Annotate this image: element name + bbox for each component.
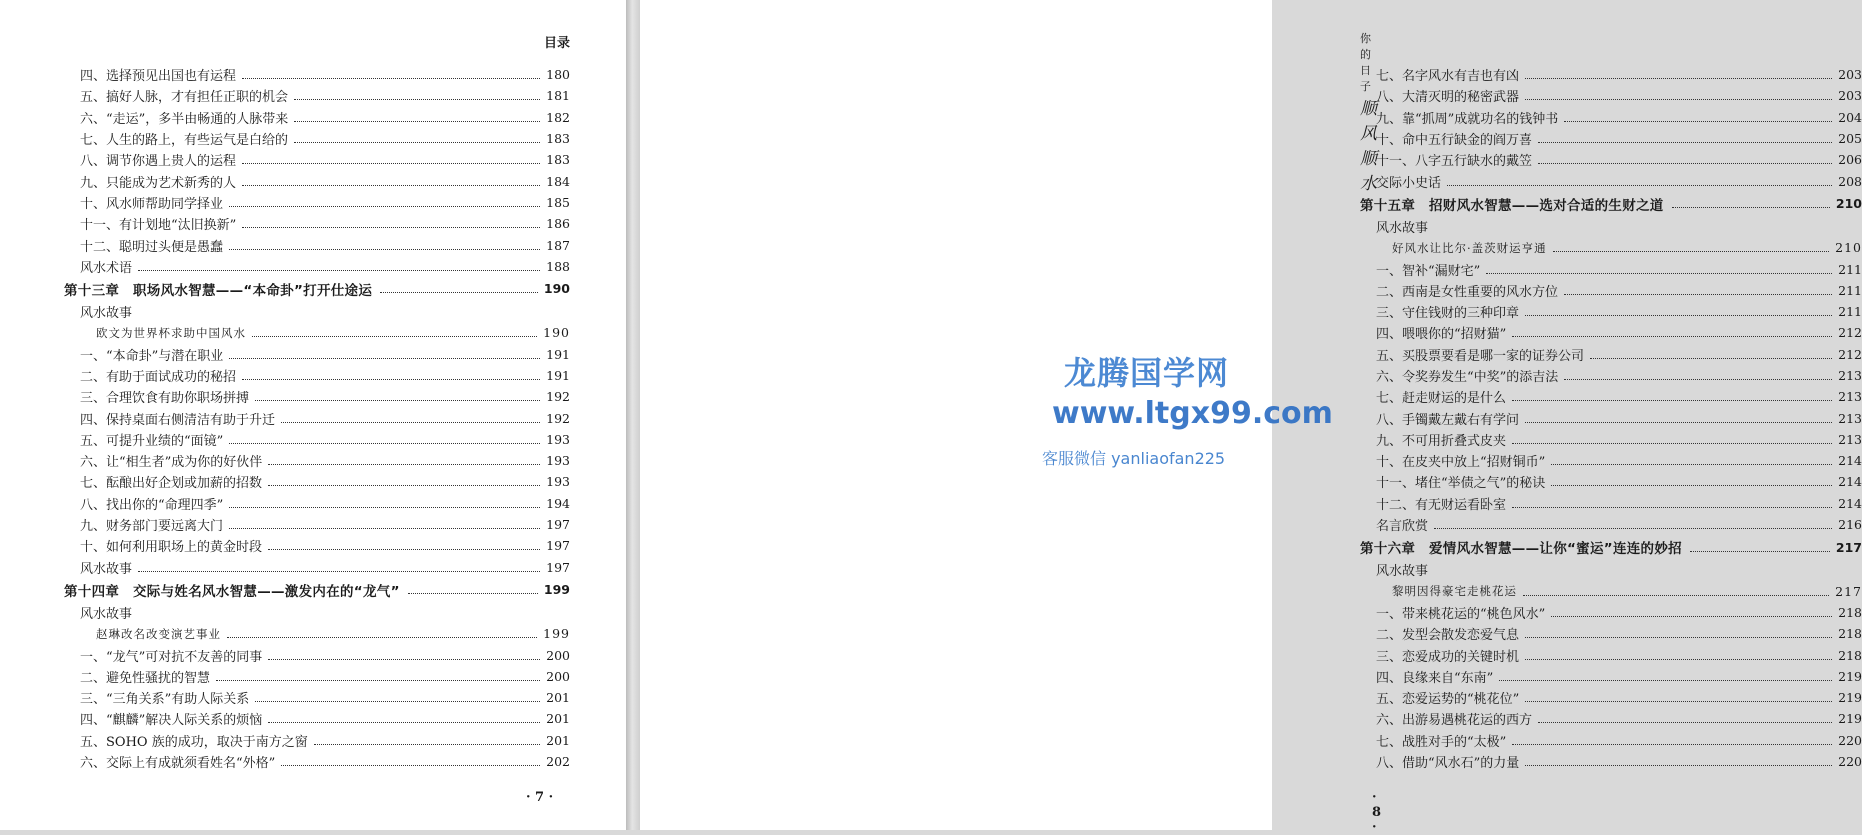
toc-entry-title: 七、战胜对手的“太极” <box>1376 734 1507 750</box>
toc-page-number: 202 <box>546 754 570 770</box>
toc-leader-dots <box>281 422 540 423</box>
toc-entry-row[interactable] <box>64 535 570 556</box>
toc-leader-dots <box>1525 315 1832 316</box>
toc-leader-dots <box>1525 78 1832 79</box>
toc-entry-title: 九、不可用折叠式皮夹 <box>1376 433 1507 449</box>
toc-entry-row[interactable] <box>64 365 570 386</box>
toc-entry-title: 九、财务部门要远离大门 <box>80 519 224 535</box>
toc-section-label[interactable] <box>64 602 570 623</box>
left-toc-list <box>64 64 570 772</box>
toc-page-number: 191 <box>546 346 570 362</box>
toc-page-number: 214 <box>1838 474 1862 490</box>
toc-entry-title: 赵琳改名改变演艺事业 <box>96 626 221 641</box>
toc-section-label[interactable] <box>1360 216 1862 237</box>
toc-entry-title: 十、命中五行缺金的阎万喜 <box>1376 133 1533 149</box>
toc-chapter-row[interactable] <box>64 578 570 602</box>
toc-entry-title: 十、在皮夹中放上“招财铜币” <box>1376 455 1546 471</box>
toc-page-number: 201 <box>546 711 570 727</box>
toc-page-number: 201 <box>546 732 570 748</box>
toc-page-number: 214 <box>1838 495 1862 511</box>
toc-page-number: 203 <box>1838 88 1862 104</box>
toc-entry-row[interactable] <box>1360 85 1862 106</box>
toc-page-number: 217 <box>1835 539 1862 555</box>
toc-page-number: 219 <box>1838 711 1862 727</box>
toc-entry-title: 七、赶走财运的是什么 <box>1376 391 1507 407</box>
toc-entry-title: 十一、有计划地“汰旧换新” <box>80 218 237 234</box>
toc-page-number: 186 <box>546 216 570 232</box>
toc-leader-dots <box>1672 207 1830 208</box>
toc-leader-dots <box>138 270 540 271</box>
toc-entry-title: 风水故事 <box>80 561 133 577</box>
toc-leader-dots <box>1512 443 1832 444</box>
toc-leader-dots <box>268 485 540 486</box>
toc-leader-dots <box>1512 507 1832 508</box>
toc-entry-row[interactable] <box>64 666 570 687</box>
toc-leader-dots <box>268 659 540 660</box>
toc-entry-title: 二、有助于面试成功的秘招 <box>80 370 237 385</box>
toc-page-number: 218 <box>1838 647 1862 663</box>
toc-page-number: 192 <box>546 389 570 405</box>
toc-page-number: 210 <box>1835 240 1862 256</box>
toc-story-row[interactable] <box>64 623 570 644</box>
toc-leader-dots <box>1512 744 1832 745</box>
toc-leader-dots <box>380 292 538 293</box>
toc-entry-title: 四、“麒麟”解决人际关系的烦恼 <box>80 713 263 729</box>
toc-leader-dots <box>1590 358 1832 359</box>
toc-leader-dots <box>1551 464 1832 465</box>
toc-leader-dots <box>294 142 540 143</box>
toc-page-number: 197 <box>546 517 570 533</box>
toc-entry-title: 九、靠“抓周”成就功名的钱钟书 <box>1376 111 1559 127</box>
toc-entry-row[interactable] <box>1360 644 1862 665</box>
toc-leader-dots <box>242 227 540 228</box>
toc-page-number: 193 <box>546 453 570 469</box>
toc-leader-dots <box>252 336 537 337</box>
toc-entry-row[interactable] <box>64 85 570 106</box>
toc-entry-row[interactable] <box>64 730 570 751</box>
toc-entry-title: 风水故事 <box>1376 564 1429 580</box>
toc-entry-row[interactable] <box>1360 666 1862 687</box>
toc-leader-dots <box>1538 163 1832 164</box>
toc-leader-dots <box>1434 528 1832 529</box>
left-page <box>0 0 626 830</box>
toc-page-number: 210 <box>1835 196 1862 212</box>
toc-story-row[interactable] <box>64 322 570 343</box>
toc-entry-title: 三、守住钱财的三种印章 <box>1376 306 1520 322</box>
toc-entry-title: 六、出游易遇桃花运的西方 <box>1376 713 1533 729</box>
toc-leader-dots <box>242 163 540 164</box>
toc-page-number: 191 <box>546 368 570 383</box>
toc-entry-row[interactable] <box>64 170 570 191</box>
toc-leader-dots <box>268 549 540 550</box>
toc-entry-row[interactable] <box>64 64 570 85</box>
toc-entry-row[interactable] <box>64 471 570 492</box>
toc-page-number: 183 <box>546 131 570 147</box>
toc-page-number: 206 <box>1838 152 1862 168</box>
toc-entry-row[interactable] <box>1360 708 1862 729</box>
toc-page-number: 183 <box>546 152 570 168</box>
toc-leader-dots <box>408 593 538 594</box>
toc-page-number: 220 <box>1838 754 1862 770</box>
toc-leader-dots <box>242 185 540 186</box>
toc-page-number: 190 <box>543 281 570 297</box>
toc-leader-dots <box>216 680 540 681</box>
toc-leader-dots <box>1551 485 1832 486</box>
toc-page-number: 197 <box>546 538 570 554</box>
toc-entry-title: 第十四章 交际与姓名风水智慧——激发内在的“龙气” <box>64 583 400 600</box>
toc-page-number: 181 <box>546 88 570 104</box>
toc-page-number: 200 <box>546 647 570 663</box>
toc-page-number: 190 <box>543 325 570 341</box>
toc-entry-row[interactable] <box>64 192 570 213</box>
toc-page-number: 200 <box>546 668 570 684</box>
toc-entry-title: 四、喂喂你的“招财猫” <box>1376 327 1507 343</box>
toc-section-label[interactable] <box>64 301 570 322</box>
toc-leader-dots <box>242 379 540 380</box>
toc-entry-title: 五、搞好人脉，才有担任正职的机会 <box>80 90 289 106</box>
right-toc-list <box>1360 64 1862 772</box>
toc-entry-title: 六、令奖券发生“中奖”的添吉法 <box>1376 370 1559 385</box>
toc-page-number: 218 <box>1838 604 1862 620</box>
toc-entry-title: 一、“本命卦”与潜在职业 <box>80 348 224 364</box>
toc-entry-row[interactable] <box>1360 407 1862 428</box>
toc-entry-row[interactable] <box>1360 344 1862 365</box>
toc-page-number: 211 <box>1838 304 1862 320</box>
toc-entry-title: 好风水让比尔·盖茨财运亨通 <box>1392 240 1547 255</box>
toc-entry-title: 六、“走运”，多半由畅通的人脉带来 <box>80 111 289 127</box>
toc-entry-row[interactable] <box>1360 280 1862 301</box>
toc-entry-title: 八、调节你遇上贵人的运程 <box>80 154 237 170</box>
toc-chapter-row[interactable] <box>64 277 570 301</box>
toc-page-number: 197 <box>546 559 570 575</box>
toc-leader-dots <box>1551 616 1832 617</box>
toc-entry-row[interactable] <box>64 149 570 170</box>
toc-page-number: 211 <box>1838 261 1862 277</box>
toc-entry-title: 七、酝酿出好企划或加薪的招数 <box>80 476 263 492</box>
toc-page-number: 184 <box>546 173 570 189</box>
toc-entry-row[interactable] <box>64 344 570 365</box>
toc-entry-row[interactable] <box>64 514 570 535</box>
toc-leader-dots <box>268 722 540 723</box>
toc-entry-title: 一、智补“漏财宅” <box>1376 263 1481 279</box>
toc-page-number: 218 <box>1838 626 1862 642</box>
toc-entry-title: 七、人生的路上，有些运气是白给的 <box>80 133 289 149</box>
toc-page-number: 214 <box>1838 453 1862 469</box>
toc-entry-title: 风水故事 <box>80 606 133 622</box>
toc-page-number: 203 <box>1838 67 1862 83</box>
toc-leader-dots <box>229 443 540 444</box>
toc-page-number: 199 <box>543 582 570 598</box>
toc-entry-title: 黎明因得豪宅走桃花运 <box>1392 584 1517 599</box>
toc-entry-row[interactable] <box>1360 301 1862 322</box>
toc-page-number: 193 <box>546 474 570 490</box>
toc-entry-title: 十二、聪明过头便是愚蠢 <box>80 239 224 255</box>
toc-leader-dots <box>1512 336 1832 337</box>
toc-entry-row[interactable] <box>1360 450 1862 471</box>
toc-entry-row[interactable] <box>64 386 570 407</box>
toc-page-number: 213 <box>1838 389 1862 405</box>
toc-leader-dots <box>314 744 540 745</box>
toc-entry-title: 名言欣赏 <box>1376 519 1429 535</box>
toc-entry-title: 七、名字风水有吉也有凶 <box>1376 69 1520 85</box>
toc-entry-title: 十一、堵住“举债之气”的秘诀 <box>1376 476 1546 492</box>
toc-leader-dots <box>1553 251 1829 252</box>
toc-entry-row[interactable] <box>1360 170 1862 191</box>
toc-entry-title: 八、大清灭明的秘密武器 <box>1376 90 1520 106</box>
toc-leader-dots <box>255 400 540 401</box>
toc-entry-title: 十二、有无财运看卧室 <box>1376 497 1507 513</box>
toc-entry-title: 八、手镯戴左戴右有学问 <box>1376 412 1520 428</box>
toc-entry-title: 风水故事 <box>80 306 133 322</box>
toc-entry-row[interactable] <box>64 708 570 729</box>
toc-leader-dots <box>1564 121 1832 122</box>
toc-entry-title: 第十三章 职场风水智慧——“本命卦”打开仕途运 <box>64 282 373 299</box>
toc-leader-dots <box>229 206 540 207</box>
toc-entry-title: 八、借助“风水石”的力量 <box>1376 756 1520 772</box>
toc-entry-row[interactable] <box>64 213 570 234</box>
toc-entry-row[interactable] <box>1360 149 1862 170</box>
toc-entry-row[interactable] <box>64 687 570 708</box>
toc-leader-dots <box>1447 185 1832 186</box>
watermark-contact: 客服微信 yanliaofan225 <box>1042 449 1226 468</box>
toc-leader-dots <box>1564 379 1832 380</box>
toc-leader-dots <box>1564 294 1832 295</box>
toc-leader-dots <box>1499 680 1832 681</box>
toc-page-number: 204 <box>1838 109 1862 125</box>
toc-page-number: 188 <box>546 258 570 274</box>
toc-leader-dots <box>242 78 540 79</box>
toc-entry-title: 三、恋爱成功的关键时机 <box>1376 649 1520 665</box>
toc-entry-row[interactable] <box>1360 493 1862 514</box>
toc-entry-title: 八、找出你的“命理四季” <box>80 497 224 513</box>
toc-entry-row[interactable] <box>1360 687 1862 708</box>
toc-chapter-row[interactable] <box>1360 535 1862 559</box>
toc-page-number: 212 <box>1838 325 1862 341</box>
toc-entry-row[interactable] <box>1360 107 1862 128</box>
toc-page-number: 199 <box>543 626 570 642</box>
toc-entry-title: 五、恋爱运势的“桃花位” <box>1376 692 1520 708</box>
toc-page-number: 194 <box>546 495 570 511</box>
book-gutter <box>626 0 640 830</box>
toc-page-number: 212 <box>1838 346 1862 362</box>
toc-leader-dots <box>1525 765 1832 766</box>
toc-page-number: 216 <box>1838 517 1862 533</box>
watermark-title: 龙腾国学网 <box>1064 354 1230 392</box>
toc-leader-dots <box>1690 551 1830 552</box>
toc-leader-dots <box>281 765 540 766</box>
toc-leader-dots <box>229 507 540 508</box>
toc-page-number: 220 <box>1838 732 1862 748</box>
toc-entry-title: 五、买股票要看是哪一家的证券公司 <box>1376 348 1585 364</box>
left-page-header: 目录 <box>544 36 571 51</box>
toc-page-number: 213 <box>1838 410 1862 426</box>
toc-leader-dots <box>1523 595 1829 596</box>
toc-entry-row[interactable] <box>1360 322 1862 343</box>
toc-page-number: 213 <box>1838 431 1862 447</box>
toc-entry-row[interactable] <box>64 256 570 277</box>
toc-page-number: 201 <box>546 690 570 706</box>
toc-story-row[interactable] <box>1360 581 1862 602</box>
toc-entry-row[interactable] <box>64 557 570 578</box>
toc-entry-row[interactable] <box>64 751 570 772</box>
toc-page-number: 217 <box>1835 583 1862 599</box>
toc-leader-dots <box>1525 99 1832 100</box>
left-page-number: · 7 · <box>526 790 554 805</box>
toc-page-number: 213 <box>1838 368 1862 383</box>
toc-leader-dots <box>1525 422 1832 423</box>
toc-entry-row[interactable] <box>64 107 570 128</box>
toc-entry-title: 二、避免性骚扰的智慧 <box>80 670 211 686</box>
toc-leader-dots <box>1525 659 1832 660</box>
toc-leader-dots <box>1538 142 1832 143</box>
toc-entry-title: 风水故事 <box>1376 220 1429 236</box>
toc-leader-dots <box>229 249 540 250</box>
toc-entry-title: 十、如何利用职场上的黄金时段 <box>80 540 263 556</box>
toc-page-number: 193 <box>546 431 570 447</box>
toc-leader-dots <box>1486 273 1832 274</box>
toc-entry-title: 十、风水师帮助同学择业 <box>80 196 224 212</box>
toc-leader-dots <box>255 701 540 702</box>
right-header-big: 顺风顺水 <box>1360 99 1377 194</box>
toc-entry-row[interactable] <box>1360 514 1862 535</box>
toc-leader-dots <box>294 99 540 100</box>
toc-entry-row[interactable] <box>1360 386 1862 407</box>
right-header-small: 你的日子 <box>1360 32 1371 93</box>
toc-entry-title: 六、交际上有成就须看姓名“外格” <box>80 756 276 772</box>
toc-leader-dots <box>1538 722 1832 723</box>
toc-leader-dots <box>227 637 537 638</box>
toc-page-number: 219 <box>1838 690 1862 706</box>
toc-entry-row[interactable] <box>64 450 570 471</box>
toc-entry-title: 第十六章 爱情风水智慧——让你“蜜运”连连的妙招 <box>1360 541 1682 558</box>
toc-leader-dots <box>138 571 540 572</box>
toc-story-row[interactable] <box>1360 237 1862 258</box>
toc-entry-row[interactable] <box>64 234 570 255</box>
toc-page-number: 187 <box>546 237 570 253</box>
toc-entry-title: 二、发型会散发恋爱气息 <box>1376 628 1520 644</box>
toc-entry-title: 四、保持桌面右侧清洁有助于升迁 <box>80 412 276 428</box>
toc-page-number: 208 <box>1838 173 1862 189</box>
toc-entry-row[interactable] <box>64 407 570 428</box>
toc-entry-title: 第十五章 招财风水智慧——选对合适的生财之道 <box>1360 197 1664 214</box>
toc-page-number: 205 <box>1838 131 1862 147</box>
toc-entry-row[interactable] <box>1360 751 1862 772</box>
toc-entry-row[interactable] <box>1360 64 1862 85</box>
toc-section-label[interactable] <box>1360 559 1862 580</box>
toc-entry-title: 一、“龙气”可对抗不友善的同事 <box>80 649 263 665</box>
toc-entry-row[interactable] <box>64 429 570 450</box>
toc-entry-row[interactable] <box>1360 623 1862 644</box>
toc-entry-title: 五、可提升业绩的“面镜” <box>80 433 224 449</box>
toc-entry-row[interactable] <box>1360 365 1862 386</box>
toc-entry-title: 六、让“相生者”成为你的好伙伴 <box>80 455 263 471</box>
toc-entry-title: 风水术语 <box>80 260 133 276</box>
toc-entry-row[interactable] <box>1360 128 1862 149</box>
toc-leader-dots <box>1512 400 1832 401</box>
toc-entry-title: 三、“三角关系”有助人际关系 <box>80 692 250 708</box>
toc-page-number: 192 <box>546 410 570 426</box>
right-page-number: · 8 · <box>1372 790 1382 835</box>
toc-page-number: 182 <box>546 109 570 125</box>
toc-entry-row[interactable] <box>1360 258 1862 279</box>
toc-chapter-row[interactable] <box>1360 192 1862 216</box>
toc-entry-title: 四、选择预见出国也有运程 <box>80 69 237 85</box>
toc-page-number: 211 <box>1838 282 1862 298</box>
toc-entry-title: 十一、八字五行缺水的戴笠 <box>1376 154 1533 170</box>
toc-entry-title: 四、良缘来自“东南” <box>1376 670 1494 686</box>
toc-page-number: 185 <box>546 194 570 210</box>
toc-entry-row[interactable] <box>1360 471 1862 492</box>
toc-leader-dots <box>229 528 540 529</box>
toc-page-number: 219 <box>1838 668 1862 684</box>
toc-entry-row[interactable] <box>1360 429 1862 450</box>
toc-leader-dots <box>1525 701 1832 702</box>
toc-entry-title: 五、SOHO 族的成功，取决于南方之窗 <box>80 734 308 750</box>
toc-entry-row[interactable] <box>64 128 570 149</box>
toc-entry-row[interactable] <box>64 493 570 514</box>
toc-entry-title: 交际小史话 <box>1376 175 1442 191</box>
toc-entry-title: 欧文为世界杯求助中国风水 <box>96 325 246 340</box>
toc-entry-title: 二、西南是女性重要的风水方位 <box>1376 284 1559 300</box>
watermark-url: www.ltgx99.com <box>1052 396 1333 431</box>
toc-entry-row[interactable] <box>1360 730 1862 751</box>
toc-entry-title: 九、只能成为艺术新秀的人 <box>80 175 237 191</box>
toc-leader-dots <box>294 121 540 122</box>
toc-leader-dots <box>1525 637 1832 638</box>
toc-leader-dots <box>229 358 540 359</box>
toc-leader-dots <box>268 464 540 465</box>
toc-entry-title: 一、带来桃花运的“桃色风水” <box>1376 606 1546 622</box>
toc-entry-row[interactable] <box>64 644 570 665</box>
toc-entry-title: 三、合理饮食有助你职场拼搏 <box>80 391 250 407</box>
toc-entry-row[interactable] <box>1360 602 1862 623</box>
toc-page-number: 180 <box>546 67 570 83</box>
